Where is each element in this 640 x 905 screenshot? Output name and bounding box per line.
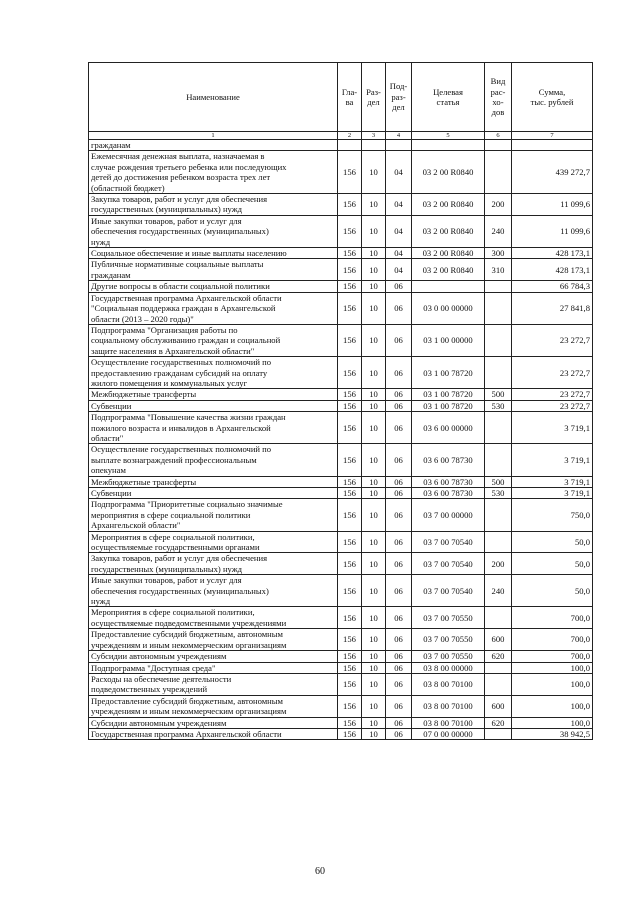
table-row [89, 389, 593, 400]
cell-summa: 23 272,7 [512, 324, 593, 356]
cell-tselevaya-statya: 03 7 00 70540 [412, 531, 485, 553]
cell-glava: 156 [338, 281, 362, 292]
table-row [89, 140, 593, 151]
cell-podrazdel: 06 [386, 607, 412, 629]
cell-name: Иные закупки товаров, работ и услуг для обеспечения государственных (муниципальных) нужд [89, 575, 338, 607]
cell-podrazdel: 06 [386, 717, 412, 728]
cell-summa [512, 140, 593, 151]
cell-podrazdel: 04 [386, 215, 412, 247]
cell-tselevaya-statya: 03 1 00 78720 [412, 389, 485, 400]
cell-tselevaya-statya: 03 6 00 78730 [412, 476, 485, 487]
table-row [89, 400, 593, 411]
cell-tselevaya-statya: 03 0 00 00000 [412, 292, 485, 324]
cell-vid-rashodov: 310 [485, 259, 512, 281]
cell-name: Мероприятия в сфере социальной политики, осуществляемые государственными органами [89, 531, 338, 553]
cell-podrazdel: 04 [386, 248, 412, 259]
cell-glava: 156 [338, 695, 362, 717]
cell-podrazdel: 06 [386, 662, 412, 673]
cell-vid-rashodov [485, 140, 512, 151]
table-row [89, 488, 593, 499]
cell-vid-rashodov [485, 673, 512, 695]
cell-vid-rashodov: 240 [485, 215, 512, 247]
cell-razdel: 10 [362, 357, 386, 389]
cell-summa: 27 841,8 [512, 292, 593, 324]
cell-podrazdel: 06 [386, 651, 412, 662]
cell-summa: 66 784,3 [512, 281, 593, 292]
cell-glava: 156 [338, 662, 362, 673]
cell-razdel: 10 [362, 728, 386, 739]
cell-podrazdel: 06 [386, 488, 412, 499]
cell-vid-rashodov [485, 499, 512, 531]
cell-summa: 11 099,6 [512, 215, 593, 247]
header-name: Наименование [89, 63, 338, 132]
cell-razdel: 10 [362, 400, 386, 411]
cell-razdel: 10 [362, 412, 386, 444]
cell-summa: 3 719,1 [512, 488, 593, 499]
cell-glava: 156 [338, 215, 362, 247]
cell-summa: 428 173,1 [512, 259, 593, 281]
cell-podrazdel: 04 [386, 259, 412, 281]
cell-vid-rashodov [485, 292, 512, 324]
cell-vid-rashodov: 620 [485, 717, 512, 728]
cell-summa: 700,0 [512, 629, 593, 651]
cell-glava: 156 [338, 476, 362, 487]
cell-summa: 100,0 [512, 673, 593, 695]
cell-tselevaya-statya: 03 7 00 00000 [412, 499, 485, 531]
table-row [89, 324, 593, 356]
column-number: 2 [338, 132, 362, 140]
cell-summa: 3 719,1 [512, 476, 593, 487]
cell-summa: 11 099,6 [512, 194, 593, 216]
cell-vid-rashodov [485, 281, 512, 292]
cell-tselevaya-statya: 03 2 00 R0840 [412, 215, 485, 247]
header-podrazdel: Под- раз- дел [386, 63, 412, 132]
cell-razdel: 10 [362, 662, 386, 673]
cell-name: Осуществление государственных полномочий по предоставлению гражданам субсидий на оплату жилого помещения и коммунальных услуг [89, 357, 338, 389]
cell-summa: 23 272,7 [512, 357, 593, 389]
cell-vid-rashodov: 530 [485, 400, 512, 411]
cell-podrazdel: 06 [386, 695, 412, 717]
cell-glava: 156 [338, 575, 362, 607]
cell-glava: 156 [338, 499, 362, 531]
table-body [89, 140, 593, 740]
column-number: 7 [512, 132, 593, 140]
header-tselevaya-statya: Целевая статья [412, 63, 485, 132]
cell-tselevaya-statya: 03 8 00 70100 [412, 673, 485, 695]
cell-podrazdel: 06 [386, 324, 412, 356]
table-row [89, 215, 593, 247]
cell-tselevaya-statya: 03 7 00 70540 [412, 553, 485, 575]
cell-glava: 156 [338, 151, 362, 194]
cell-name: Другие вопросы в области социальной политики [89, 281, 338, 292]
cell-summa: 100,0 [512, 695, 593, 717]
cell-summa: 50,0 [512, 575, 593, 607]
column-number: 4 [386, 132, 412, 140]
cell-name: Социальное обеспечение и иные выплаты населению [89, 248, 338, 259]
cell-glava: 156 [338, 607, 362, 629]
cell-summa: 23 272,7 [512, 400, 593, 411]
cell-tselevaya-statya: 03 1 00 00000 [412, 324, 485, 356]
cell-name: Расходы на обеспечение деятельности подведомственных учреждений [89, 673, 338, 695]
table-row [89, 629, 593, 651]
cell-vid-rashodov [485, 151, 512, 194]
cell-razdel: 10 [362, 553, 386, 575]
table-row [89, 575, 593, 607]
cell-podrazdel: 06 [386, 553, 412, 575]
cell-summa: 700,0 [512, 607, 593, 629]
cell-tselevaya-statya: 03 8 00 70100 [412, 717, 485, 728]
cell-razdel: 10 [362, 215, 386, 247]
cell-tselevaya-statya: 03 7 00 70550 [412, 629, 485, 651]
cell-vid-rashodov [485, 412, 512, 444]
cell-name: Межбюджетные трансферты [89, 476, 338, 487]
cell-glava: 156 [338, 728, 362, 739]
cell-razdel: 10 [362, 151, 386, 194]
cell-glava: 156 [338, 717, 362, 728]
cell-tselevaya-statya: 03 7 00 70550 [412, 651, 485, 662]
cell-razdel: 10 [362, 281, 386, 292]
cell-glava: 156 [338, 292, 362, 324]
cell-glava: 156 [338, 553, 362, 575]
cell-vid-rashodov: 600 [485, 695, 512, 717]
cell-tselevaya-statya: 03 6 00 78730 [412, 444, 485, 476]
cell-name: Государственная программа Архангельской области [89, 728, 338, 739]
cell-name: Субвенции [89, 400, 338, 411]
cell-razdel: 10 [362, 292, 386, 324]
cell-podrazdel: 06 [386, 389, 412, 400]
cell-vid-rashodov: 500 [485, 476, 512, 487]
cell-vid-rashodov: 240 [485, 575, 512, 607]
cell-glava: 156 [338, 248, 362, 259]
table-row [89, 151, 593, 194]
cell-summa: 428 173,1 [512, 248, 593, 259]
cell-podrazdel [386, 140, 412, 151]
cell-name: Подпрограмма "Организация работы по социальному обслуживанию граждан и социальной защите населения в Архангельской области" [89, 324, 338, 356]
cell-glava: 156 [338, 629, 362, 651]
cell-podrazdel: 06 [386, 292, 412, 324]
table-row [89, 476, 593, 487]
cell-vid-rashodov [485, 662, 512, 673]
table-row [89, 553, 593, 575]
cell-vid-rashodov [485, 607, 512, 629]
cell-razdel: 10 [362, 444, 386, 476]
cell-razdel: 10 [362, 324, 386, 356]
cell-razdel: 10 [362, 673, 386, 695]
column-number-row [89, 132, 593, 140]
table-row [89, 444, 593, 476]
cell-name: гражданам [89, 140, 338, 151]
cell-tselevaya-statya: 03 1 00 78720 [412, 400, 485, 411]
table-row [89, 695, 593, 717]
cell-tselevaya-statya: 03 1 00 78720 [412, 357, 485, 389]
cell-tselevaya-statya: 03 2 00 R0840 [412, 248, 485, 259]
cell-name: Мероприятия в сфере социальной политики, осуществляемые подведомственными учреждениями [89, 607, 338, 629]
cell-glava: 156 [338, 531, 362, 553]
cell-glava: 156 [338, 324, 362, 356]
column-number: 3 [362, 132, 386, 140]
cell-name: Субвенции [89, 488, 338, 499]
cell-razdel: 10 [362, 488, 386, 499]
cell-name: Предоставление субсидий бюджетным, автономным учреждениям и иным некоммерческим организациям [89, 629, 338, 651]
cell-summa: 3 719,1 [512, 412, 593, 444]
cell-podrazdel: 06 [386, 281, 412, 292]
table-row [89, 662, 593, 673]
cell-podrazdel: 04 [386, 151, 412, 194]
cell-summa: 50,0 [512, 531, 593, 553]
table-row [89, 259, 593, 281]
cell-vid-rashodov: 600 [485, 629, 512, 651]
cell-glava: 156 [338, 412, 362, 444]
cell-razdel: 10 [362, 248, 386, 259]
table-row [89, 248, 593, 259]
cell-razdel: 10 [362, 194, 386, 216]
table-row [89, 357, 593, 389]
column-number: 1 [89, 132, 338, 140]
cell-name: Подпрограмма "Приоритетные социально значимые мероприятия в сфере социальной политики Архангельской области" [89, 499, 338, 531]
cell-name: Межбюджетные трансферты [89, 389, 338, 400]
cell-razdel: 10 [362, 389, 386, 400]
cell-name: Осуществление государственных полномочий по выплате вознаграждений профессиональным опекунам [89, 444, 338, 476]
cell-glava: 156 [338, 389, 362, 400]
page-number: 60 [315, 866, 325, 877]
cell-name: Закупка товаров, работ и услуг для обеспечения государственных (муниципальных) нужд [89, 553, 338, 575]
cell-name: Закупка товаров, работ и услуг для обеспечения государственных (муниципальных) нужд [89, 194, 338, 216]
table-row [89, 607, 593, 629]
cell-razdel: 10 [362, 695, 386, 717]
table-row [89, 499, 593, 531]
header-razdel: Раз- дел [362, 63, 386, 132]
cell-razdel: 10 [362, 629, 386, 651]
table-row [89, 673, 593, 695]
cell-podrazdel: 06 [386, 476, 412, 487]
cell-vid-rashodov [485, 728, 512, 739]
cell-razdel: 10 [362, 607, 386, 629]
column-number: 5 [412, 132, 485, 140]
cell-vid-rashodov: 530 [485, 488, 512, 499]
cell-podrazdel: 06 [386, 400, 412, 411]
cell-podrazdel: 06 [386, 499, 412, 531]
cell-tselevaya-statya: 03 2 00 R0840 [412, 194, 485, 216]
cell-razdel: 10 [362, 499, 386, 531]
cell-summa: 50,0 [512, 553, 593, 575]
table-row [89, 717, 593, 728]
cell-podrazdel: 06 [386, 575, 412, 607]
cell-name: Субсидии автономным учреждениям [89, 717, 338, 728]
cell-glava: 156 [338, 259, 362, 281]
cell-razdel: 10 [362, 575, 386, 607]
cell-glava: 156 [338, 651, 362, 662]
cell-glava: 156 [338, 194, 362, 216]
cell-vid-rashodov: 620 [485, 651, 512, 662]
cell-podrazdel: 06 [386, 728, 412, 739]
budget-table [88, 62, 593, 740]
cell-summa: 700,0 [512, 651, 593, 662]
cell-tselevaya-statya: 03 8 00 00000 [412, 662, 485, 673]
cell-razdel: 10 [362, 476, 386, 487]
cell-name: Государственная программа Архангельской области "Социальная поддержка граждан в Архангельской области (2013 – 2020 годы)" [89, 292, 338, 324]
cell-summa: 23 272,7 [512, 389, 593, 400]
cell-glava [338, 140, 362, 151]
cell-tselevaya-statya [412, 140, 485, 151]
table-row [89, 194, 593, 216]
cell-name: Иные закупки товаров, работ и услуг для обеспечения государственных (муниципальных) нужд [89, 215, 338, 247]
cell-podrazdel: 06 [386, 673, 412, 695]
cell-tselevaya-statya: 03 7 00 70540 [412, 575, 485, 607]
cell-razdel: 10 [362, 651, 386, 662]
header-vid-rashodov: Вид рас- хо- дов [485, 63, 512, 132]
cell-glava: 156 [338, 357, 362, 389]
cell-glava: 156 [338, 488, 362, 499]
header-summa: Сумма, тыс. рублей [512, 63, 593, 132]
cell-name: Предоставление субсидий бюджетным, автономным учреждениям и иным некоммерческим организациям [89, 695, 338, 717]
cell-vid-rashodov [485, 357, 512, 389]
table-row [89, 728, 593, 739]
cell-tselevaya-statya: 07 0 00 00000 [412, 728, 485, 739]
cell-glava: 156 [338, 673, 362, 695]
cell-name: Публичные нормативные социальные выплаты гражданам [89, 259, 338, 281]
cell-name: Подпрограмма "Доступная среда" [89, 662, 338, 673]
cell-tselevaya-statya [412, 281, 485, 292]
column-number: 6 [485, 132, 512, 140]
cell-podrazdel: 06 [386, 629, 412, 651]
cell-podrazdel: 06 [386, 357, 412, 389]
cell-vid-rashodov: 300 [485, 248, 512, 259]
cell-podrazdel: 04 [386, 194, 412, 216]
cell-podrazdel: 06 [386, 444, 412, 476]
cell-vid-rashodov: 200 [485, 194, 512, 216]
cell-tselevaya-statya: 03 2 00 R0840 [412, 259, 485, 281]
cell-podrazdel: 06 [386, 412, 412, 444]
cell-tselevaya-statya: 03 6 00 78730 [412, 488, 485, 499]
table-row [89, 292, 593, 324]
cell-razdel [362, 140, 386, 151]
cell-razdel: 10 [362, 717, 386, 728]
cell-name: Ежемесячная денежная выплата, назначаемая в случае рождения третьего ребенка или последующих детей до достижения ребенком возраста трех лет (областной бюджет) [89, 151, 338, 194]
cell-vid-rashodov: 500 [485, 389, 512, 400]
cell-vid-rashodov [485, 531, 512, 553]
cell-summa: 750,0 [512, 499, 593, 531]
header-glava: Гла- ва [338, 63, 362, 132]
cell-vid-rashodov [485, 324, 512, 356]
cell-summa: 100,0 [512, 717, 593, 728]
table-row [89, 531, 593, 553]
cell-summa: 100,0 [512, 662, 593, 673]
table-row [89, 281, 593, 292]
cell-glava: 156 [338, 400, 362, 411]
cell-summa: 439 272,7 [512, 151, 593, 194]
cell-tselevaya-statya: 03 6 00 00000 [412, 412, 485, 444]
cell-summa: 3 719,1 [512, 444, 593, 476]
table-row [89, 412, 593, 444]
cell-glava: 156 [338, 444, 362, 476]
cell-name: Субсидии автономным учреждениям [89, 651, 338, 662]
cell-podrazdel: 06 [386, 531, 412, 553]
cell-vid-rashodov [485, 444, 512, 476]
cell-tselevaya-statya: 03 2 00 R0840 [412, 151, 485, 194]
budget-table-container [88, 62, 592, 740]
cell-name: Подпрограмма "Повышение качества жизни граждан пожилого возраста и инвалидов в Архангельской области" [89, 412, 338, 444]
cell-razdel: 10 [362, 259, 386, 281]
cell-tselevaya-statya: 03 7 00 70550 [412, 607, 485, 629]
table-row [89, 651, 593, 662]
header-row [89, 63, 593, 132]
cell-tselevaya-statya: 03 8 00 70100 [412, 695, 485, 717]
cell-summa: 38 942,5 [512, 728, 593, 739]
cell-vid-rashodov: 200 [485, 553, 512, 575]
cell-razdel: 10 [362, 531, 386, 553]
